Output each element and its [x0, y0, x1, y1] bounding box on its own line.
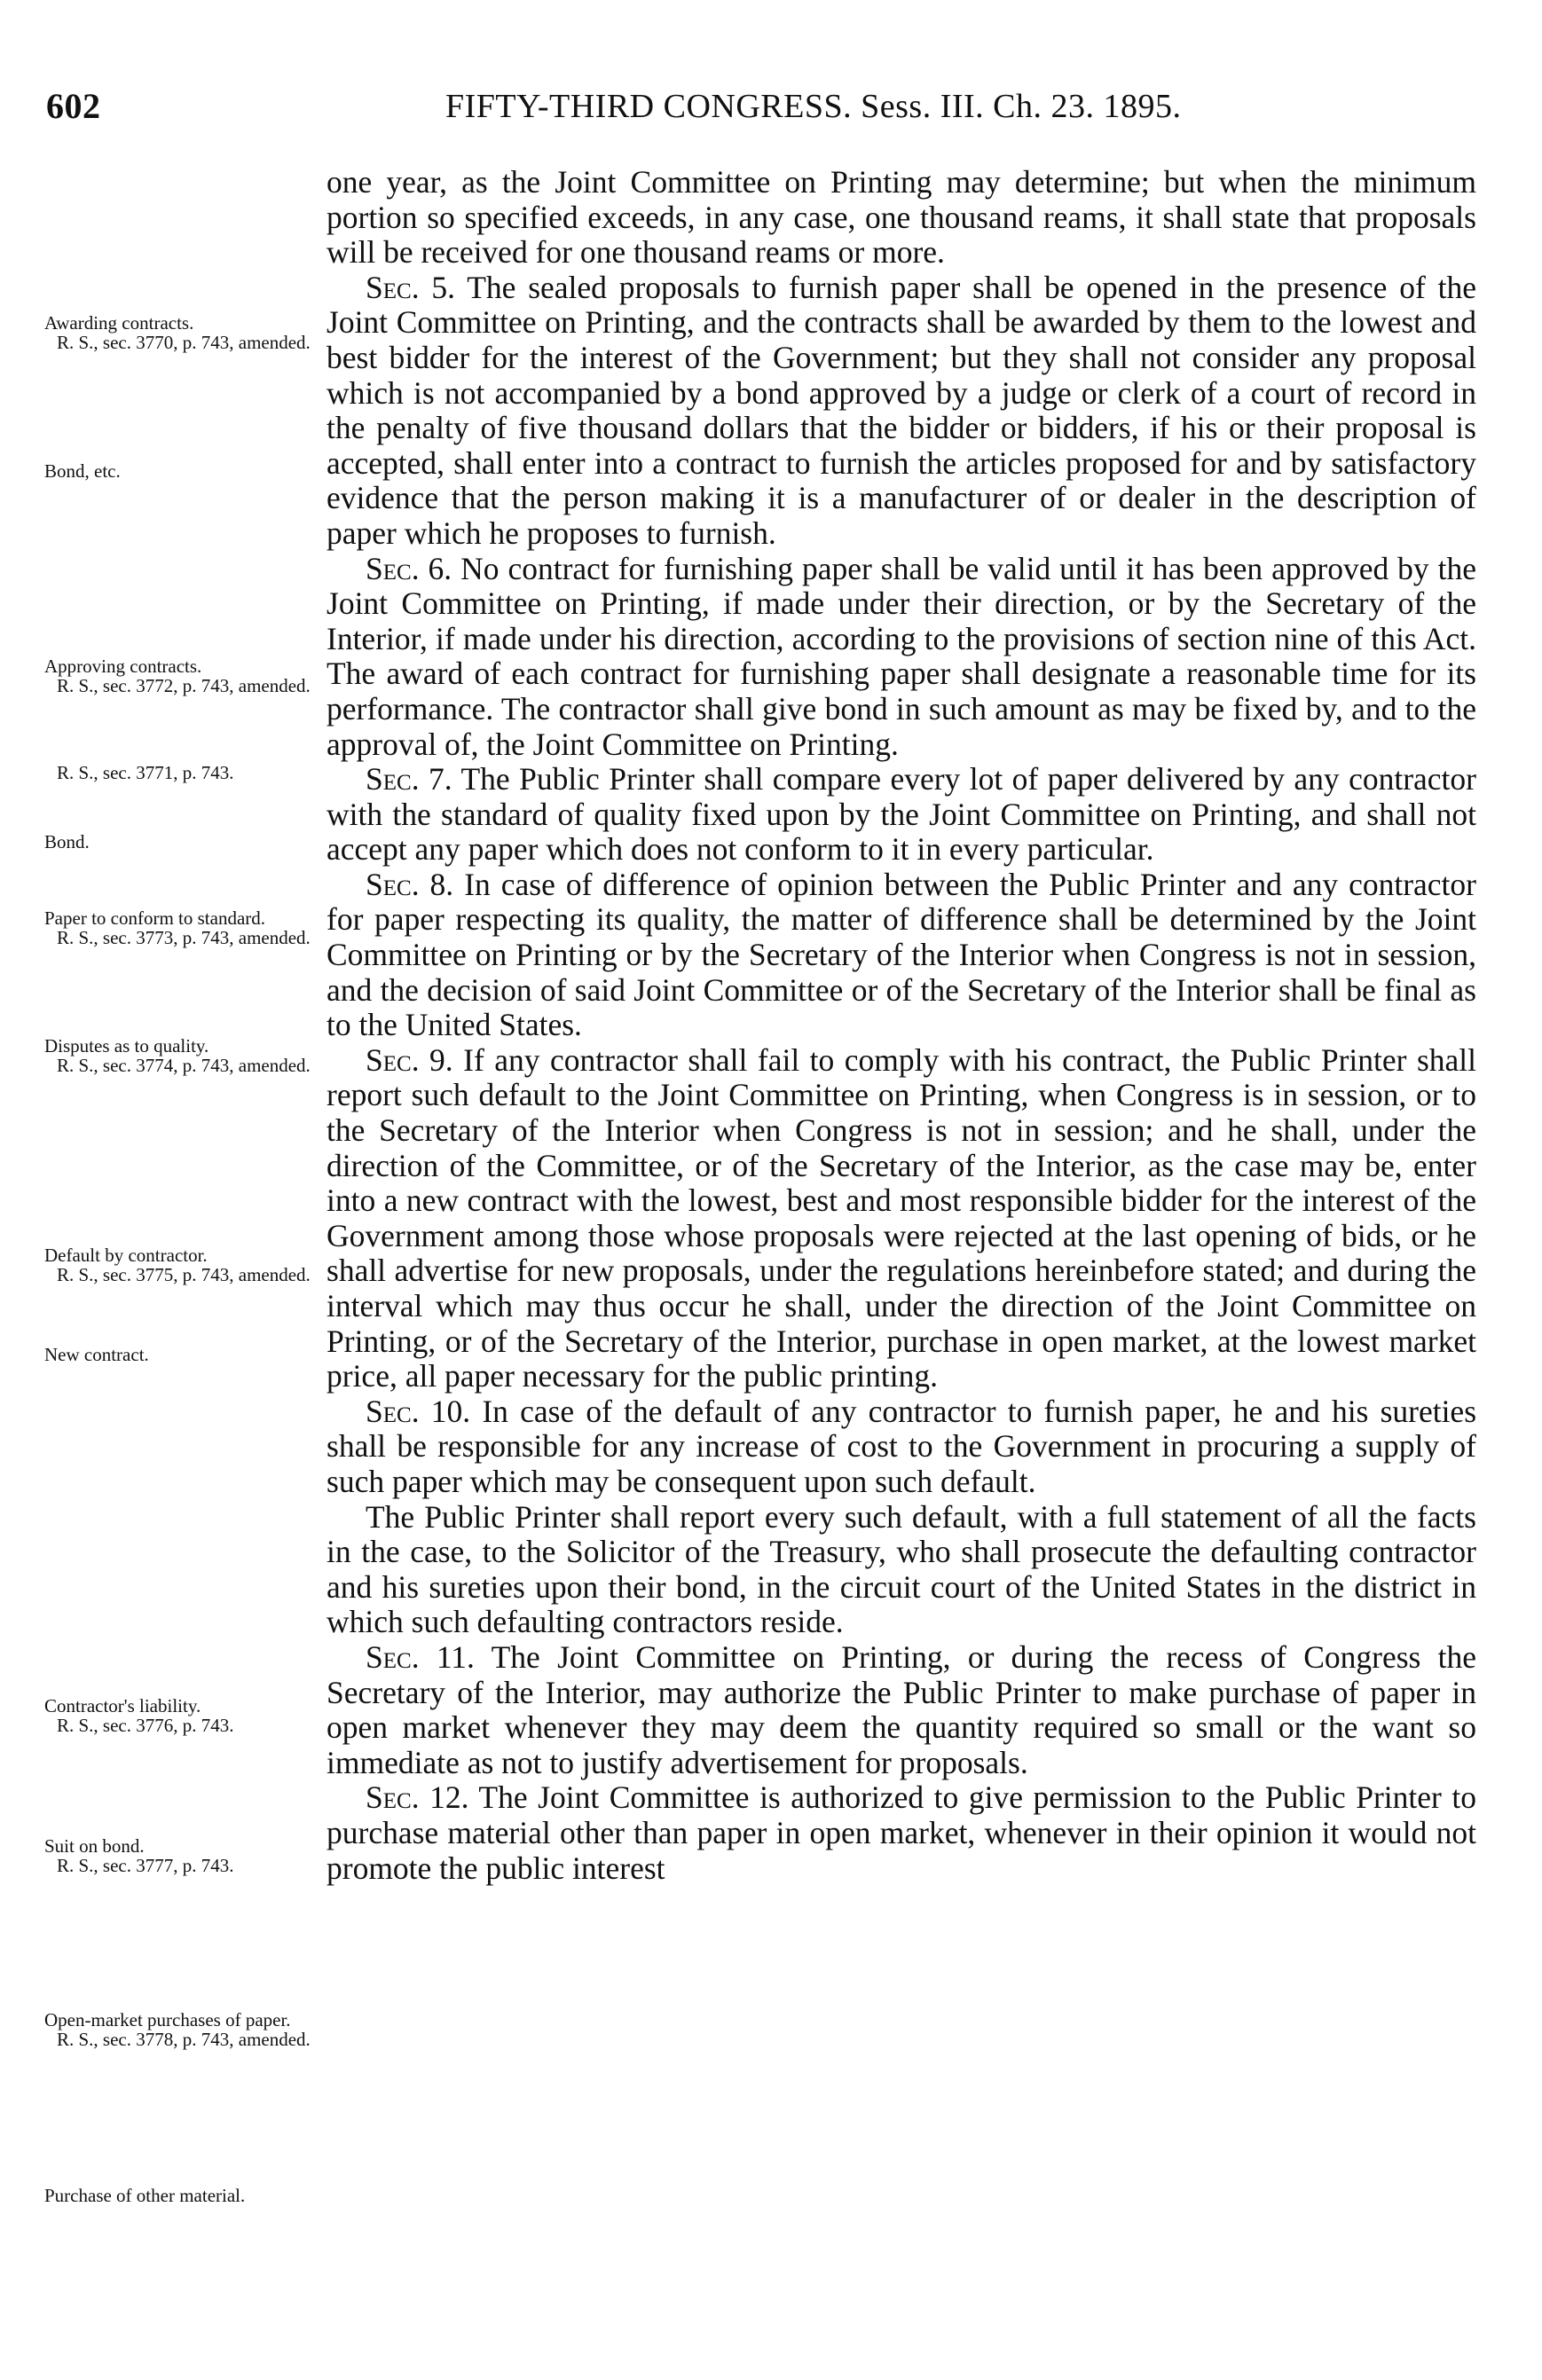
paragraph-sec-12 [326, 1780, 1476, 1886]
margin-note-ref: R. S., sec. 3778, p. 743, amended. [57, 2029, 311, 2050]
paragraph-sec-6 [326, 552, 1476, 763]
paragraph-default-report [326, 1500, 1476, 1640]
margin-note-ref: R. S., sec. 3770, p. 743, amended. [57, 332, 311, 353]
margin-note-paper-standard [44, 908, 319, 947]
margin-note-default-contractor [44, 1245, 319, 1284]
margin-note-title: Default by contractor. [44, 1245, 208, 1266]
paragraph-text: The sealed proposals to furnish paper shall be opened in the presence of the Joint Committee on Printing, and the contracts shall be awarded by them to the lowest and best bidder for the interest of the Government; but they shall not consider any proposal which is not accompanied by a bond approved by a judge or clerk of a court of record in the penalty of five thousand dollars that the bidder or bidders, if his or their proposal is accepted, shall enter into a contract to furnish the articles proposed for and by satisfactory evidence that the person making it is a manufacturer of or dealer in the description of paper which he proposes to furnish. [326, 269, 1476, 551]
margin-note-ref: R. S., sec. 3775, p. 743, amended. [57, 1264, 311, 1285]
margin-note-title: Contractor's liability. [44, 1695, 201, 1716]
paragraph-text: If any contractor shall fail to comply with his contract, the Public Printer shall report such default to the Joint Committee on Printing, when Congress is in session, or to the Secretary of the Interior when Congress is not in session; and he shall, under the direction of the Committee, or of the Secretary of the Interior, as the case may be, enter into a new contract with the lowest, best and most responsible bidder for the interest of the Government among those whose proposals were rejected at the last opening of bids, or he shall advertise for new proposals, under the regulations hereinbefore stated; and during the interval which may thus occur he shall, under the direction of the Joint Committee on Printing, or of the Secretary of the Interior, purchase in open market, at the lowest market price, all paper necessary for the public printing. [326, 1041, 1476, 1394]
paragraph-text: In case of the default of any contractor to furnish paper, he and his sureties shall be responsible for any increase of cost to the Government in procuring a supply of such paper which may be consequent upon such default. [326, 1393, 1477, 1499]
margin-note-title: Purchase of other material. [44, 2185, 246, 2206]
margin-note-title: Disputes as to quality. [44, 1035, 209, 1056]
section-label: Sec. 12. [366, 1779, 469, 1816]
margin-note-new-contract [44, 1345, 319, 1364]
margin-note-rs-3771 [44, 763, 319, 782]
page-header [46, 85, 1475, 130]
paragraph-sec-8 [326, 868, 1476, 1043]
paragraph-text: The Joint Committee is authorized to give permission to the Public Printer to purchase material other than paper in open market, whenever in their opinion it would not promote the public interest [326, 1779, 1476, 1886]
paragraph-text: The Public Printer shall report every such default, with a full statement of all the facts in the case, to the Solicitor of the Treasury, who shall prosecute the defaulting contractor and his sureties upon their bond, in the circuit court of the United States in the district in which such defaulting contractors reside. [326, 1498, 1476, 1640]
section-label: Sec. 10. [366, 1393, 471, 1429]
margin-note-ref: R. S., sec. 3774, p. 743, amended. [57, 1055, 311, 1076]
section-label: Sec. 9. [366, 1041, 453, 1078]
margin-note-title: Bond. [44, 831, 90, 852]
paragraph-text: one year, as the Joint Committee on Printing may determine; but when the minimum portion so specified exceeds, in any case, one thousand reams, it shall state that proposals will be received for one thousand reams or more. [326, 164, 1476, 271]
paragraph-sec-9 [326, 1043, 1476, 1394]
margin-note-awarding-contracts [44, 313, 319, 352]
section-label: Sec. 6. [366, 550, 452, 586]
paragraph-text: No contract for furnishing paper shall be valid until it has been approved by the Joint Committee on Printing, if made under their direction, or by the Secretary of the Interior, if made under his direction, according to the provisions of section nine of this Act. The award of each contract for furnishing paper shall designate a reasonable time for its performance. The contractor shall give bond in such amount as may be fixed by, and to the approval of, the Joint Committee on Printing. [326, 550, 1477, 762]
margin-note-suit-on-bond [44, 1836, 319, 1875]
paragraph-text: The Public Printer shall compare every lot of paper delivered by any contractor with the standard of quality fixed upon by the Joint Committee on Printing, and shall not accept any paper which does not conform to it in every particular. [326, 761, 1476, 868]
margin-note-ref: R. S., sec. 3776, p. 743. [57, 1715, 234, 1736]
margin-note-bond [44, 832, 319, 852]
margin-note-disputes-quality [44, 1036, 319, 1075]
margin-note-title: Bond, etc. [44, 460, 121, 482]
margin-note-open-market [44, 2010, 319, 2049]
margin-note-title: Approving contracts. [44, 656, 202, 677]
margin-note-purchase-other-material [44, 2186, 319, 2205]
paragraph-sec-11 [326, 1640, 1476, 1780]
margin-note-contractors-liability [44, 1696, 319, 1735]
body-text [326, 165, 1476, 1886]
margin-note-ref: R. S., sec. 3772, p. 743, amended. [57, 675, 311, 696]
paragraph-text: In case of difference of opinion between the Public Printer and any contractor for paper respecting its quality, the matter of difference shall be determined by the Joint Committee on Printing or by the Secretary of the Interior when Congress is not in session, and the decision of said Joint Committee or of the Secretary of the Interior shall be final as to the United States. [326, 866, 1476, 1043]
paragraph-text: The Joint Committee on Printing, or during the recess of Congress the Secretary of the Interior, may authorize the Public Printer to make purchase of paper in open market whenever they may deem the quantity required so small or the want so immediate as not to justify advertisement for proposals. [326, 1638, 1476, 1780]
margin-note-title: Open-market purchases of paper. [44, 2009, 291, 2030]
section-label: Sec. 8. [366, 866, 454, 902]
paragraph-sec-7 [326, 762, 1476, 868]
margin-note-approving-contracts [44, 656, 319, 695]
paragraph-sec-5 [326, 271, 1476, 552]
paragraph-sec-10 [326, 1394, 1476, 1500]
paragraph-continued [326, 165, 1476, 271]
margin-note-title: New contract. [44, 1344, 149, 1365]
margin-note-ref: R. S., sec. 3777, p. 743. [57, 1855, 234, 1876]
margin-note-title: Awarding contracts. [44, 312, 194, 334]
page-number: 602 [46, 86, 101, 126]
running-head: FIFTY-THIRD CONGRESS. Sess. III. Ch. 23. 1895. [445, 88, 1182, 125]
margin-note-title: Paper to conform to standard. [44, 907, 266, 929]
section-label: Sec. 11. [366, 1638, 475, 1675]
margin-note-title: Suit on bond. [44, 1835, 145, 1857]
margin-note-ref: R. S., sec. 3773, p. 743, amended. [57, 927, 311, 948]
section-label: Sec. 5. [366, 269, 456, 305]
section-label: Sec. 7. [366, 761, 452, 797]
margin-note-bond-etc [44, 461, 319, 481]
margin-note-ref: R. S., sec. 3771, p. 743. [57, 762, 234, 783]
